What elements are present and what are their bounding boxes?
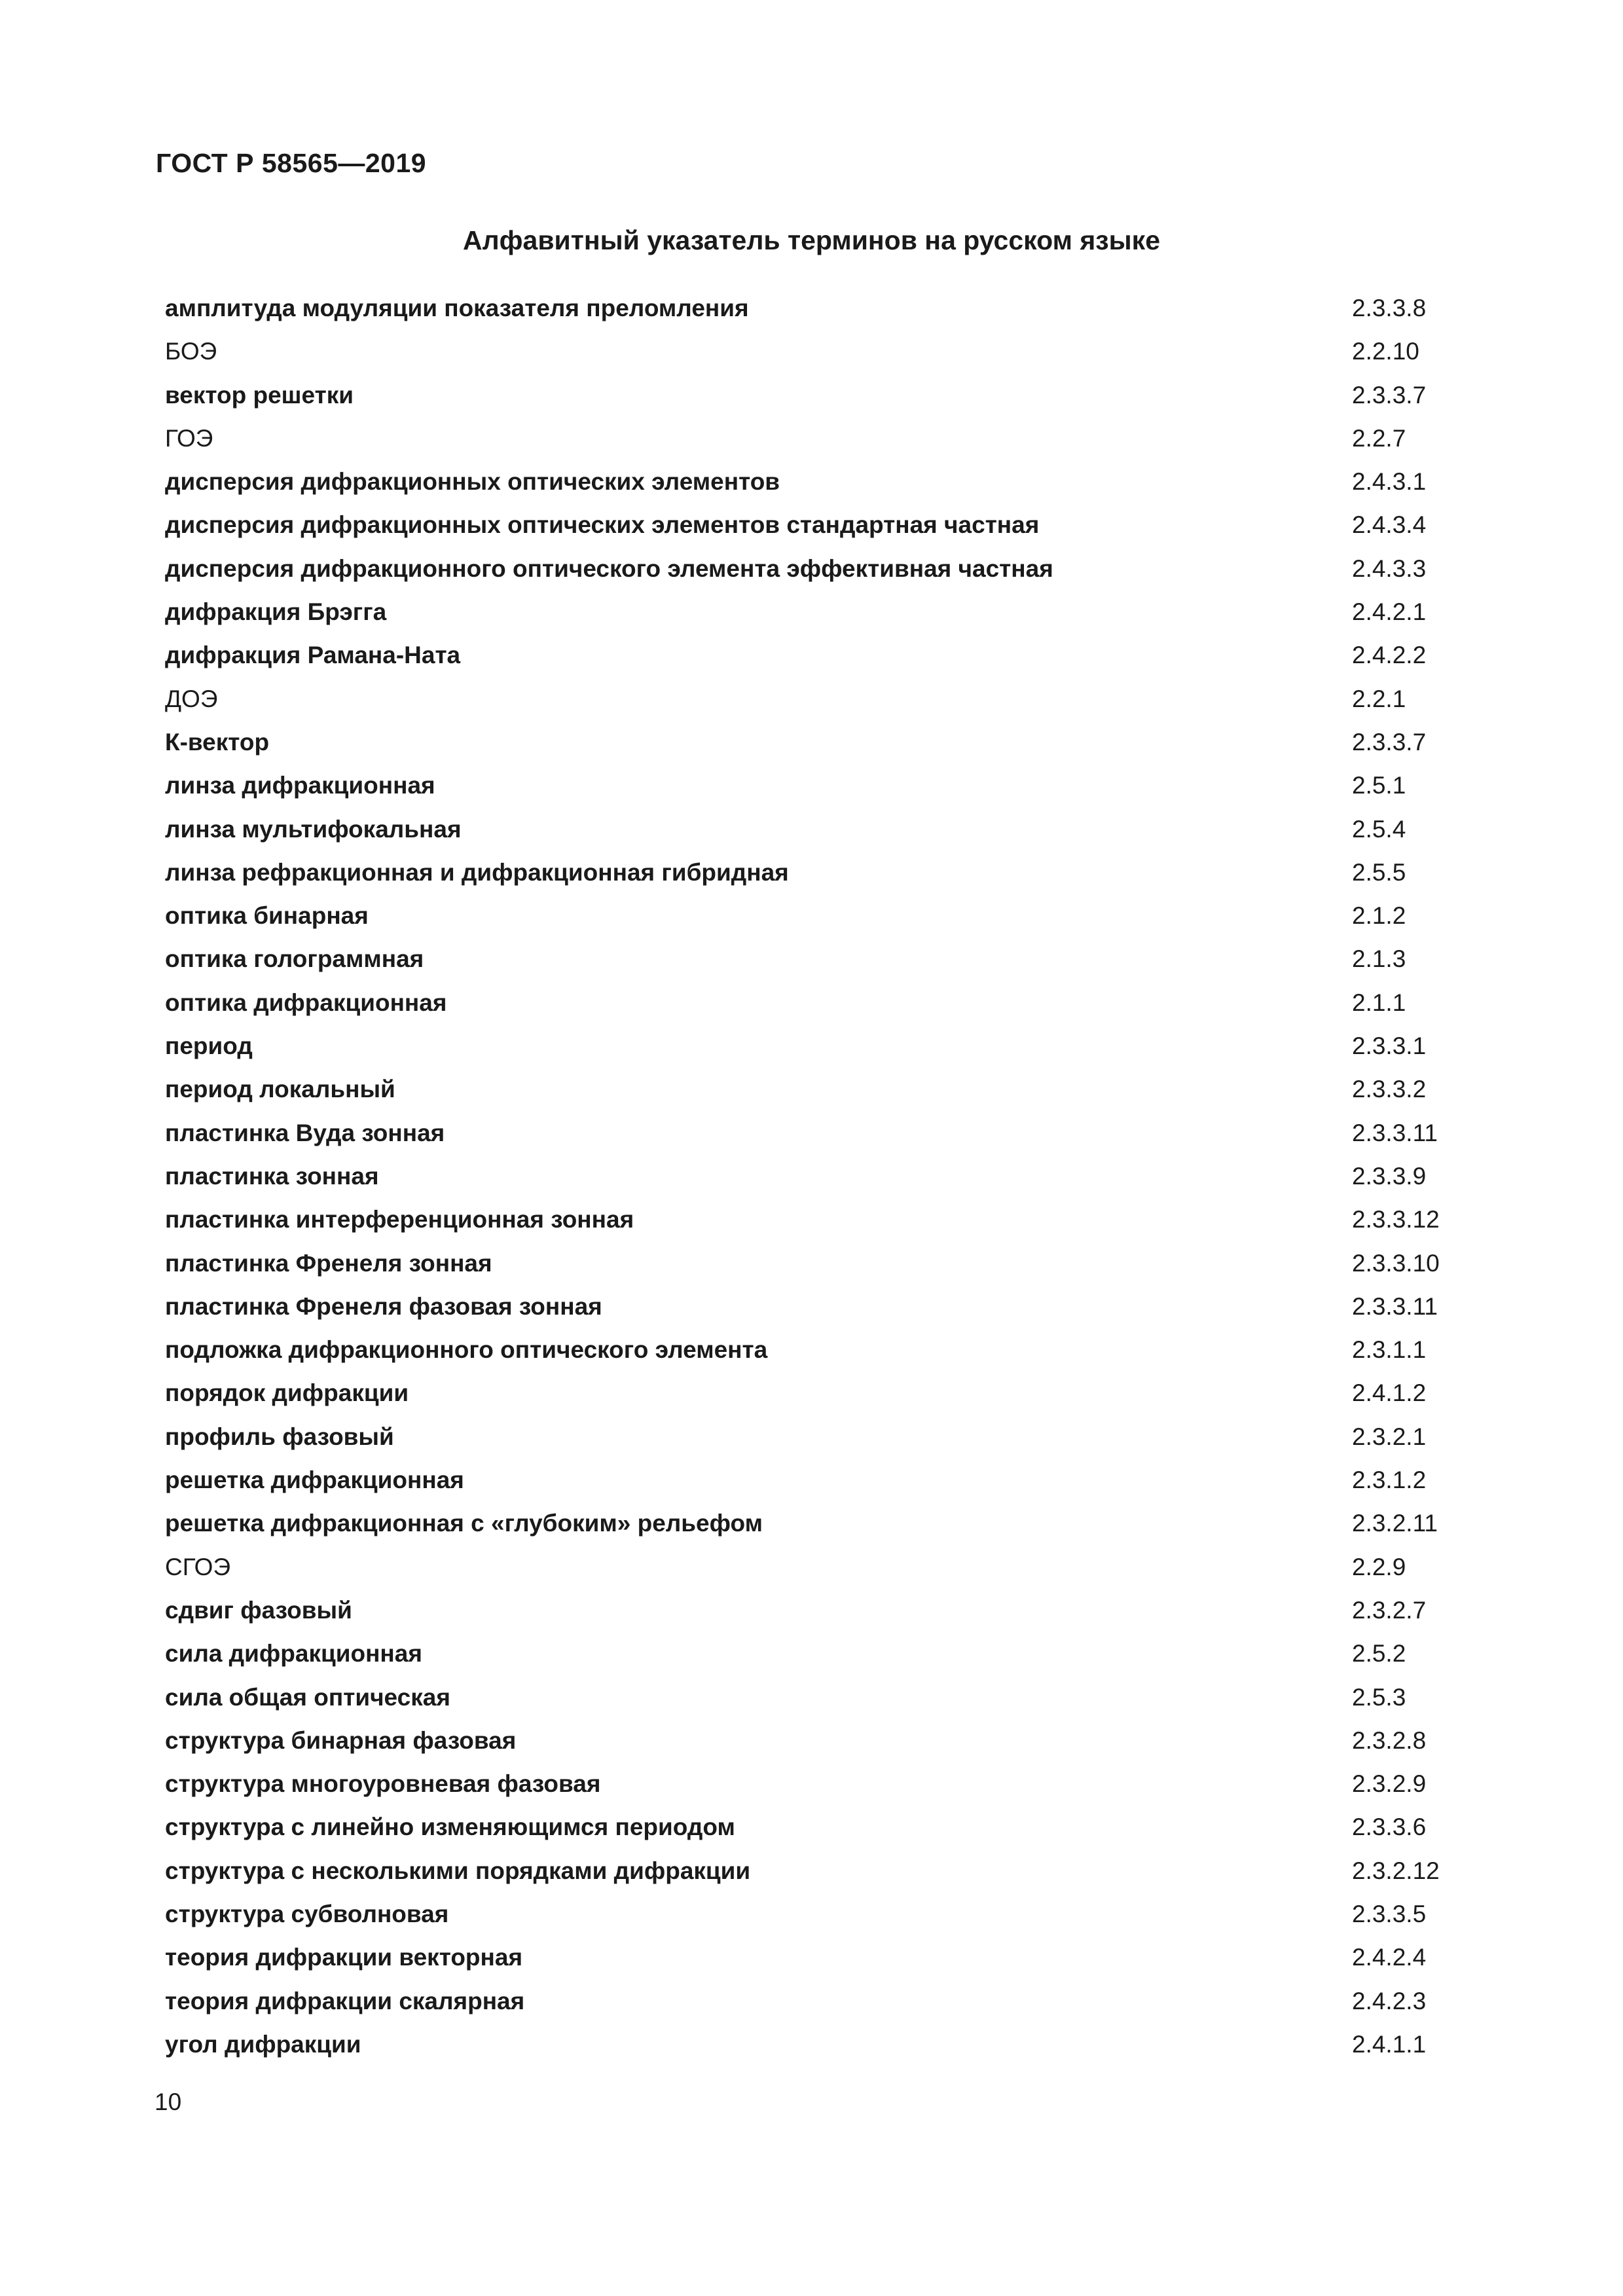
index-entry xyxy=(165,591,1474,634)
index-term: оптика бинарная xyxy=(165,902,369,930)
index-reference: 2.3.2.9 xyxy=(1352,1770,1427,1798)
index-entry xyxy=(165,1589,1474,1632)
index-term: теория дифракции скалярная xyxy=(165,1987,525,2014)
index-reference: 2.4.1.2 xyxy=(1352,1379,1427,1407)
index-term: сдвиг фазовый xyxy=(165,1596,352,1624)
index-entry xyxy=(165,1806,1474,1849)
index-term: пластинка зонная xyxy=(165,1162,379,1190)
index-term: подложка дифракционного оптического элемента xyxy=(165,1336,768,1364)
index-term: период локальный xyxy=(165,1076,395,1103)
index-reference: 2.1.1 xyxy=(1352,989,1406,1016)
index-term: структура бинарная фазовая xyxy=(165,1726,517,1754)
index-reference: 2.3.3.5 xyxy=(1352,1900,1427,1927)
index-entry xyxy=(165,1850,1474,1893)
index-entry xyxy=(165,1112,1474,1155)
index-term: БОЭ xyxy=(165,338,217,365)
index-entry xyxy=(165,764,1474,807)
index-entry xyxy=(165,678,1474,721)
index-reference: 2.5.1 xyxy=(1352,772,1406,799)
index-entry xyxy=(165,981,1474,1025)
index-reference: 2.3.1.2 xyxy=(1352,1467,1427,1494)
index-entry xyxy=(165,1068,1474,1111)
index-entry xyxy=(165,938,1474,981)
index-entry xyxy=(165,634,1474,677)
index-term: дифракция Рамана-Ната xyxy=(165,642,461,669)
index-reference: 2.3.1.1 xyxy=(1352,1336,1427,1364)
index-term: ГОЭ xyxy=(165,424,213,452)
index-term: период xyxy=(165,1032,253,1060)
index-reference: 2.4.1.1 xyxy=(1352,2030,1427,2058)
index-reference: 2.2.10 xyxy=(1352,338,1419,365)
index-reference: 2.4.2.3 xyxy=(1352,1987,1427,2014)
index-term: линза мультифокальная xyxy=(165,815,462,843)
index-reference: 2.3.2.11 xyxy=(1352,1510,1438,1537)
index-entry xyxy=(165,721,1474,764)
index-reference: 2.4.3.4 xyxy=(1352,511,1427,539)
index-reference: 2.3.3.2 xyxy=(1352,1076,1427,1103)
index-term: линза дифракционная xyxy=(165,772,435,799)
index-term: пластинка Вуда зонная xyxy=(165,1119,445,1146)
index-term: ДОЭ xyxy=(165,685,218,712)
index-term: решетка дифракционная с «глубоким» рельефом xyxy=(165,1510,763,1537)
index-reference: 2.3.3.6 xyxy=(1352,1813,1427,1841)
index-term: порядок дифракции xyxy=(165,1379,409,1407)
index-entry xyxy=(165,1242,1474,1285)
index-reference: 2.3.3.11 xyxy=(1352,1119,1438,1146)
index-entry xyxy=(165,287,1474,330)
index-reference: 2.2.9 xyxy=(1352,1553,1406,1580)
index-term: оптика голограммная xyxy=(165,945,424,973)
index-term: теория дифракции векторная xyxy=(165,1944,523,1971)
index-term: пластинка интерференционная зонная xyxy=(165,1206,634,1233)
index-reference: 2.1.3 xyxy=(1352,945,1406,973)
index-entry xyxy=(165,1980,1474,2023)
index-reference: 2.4.2.1 xyxy=(1352,598,1427,626)
index-entry xyxy=(165,1936,1474,1979)
index-entry xyxy=(165,2023,1474,2066)
index-entry xyxy=(165,1285,1474,1328)
index-entry xyxy=(165,1372,1474,1415)
index-reference: 2.3.3.9 xyxy=(1352,1162,1427,1190)
index-reference: 2.3.3.11 xyxy=(1352,1292,1438,1320)
index-term: дифракция Брэгга xyxy=(165,598,387,626)
index-reference: 2.3.3.7 xyxy=(1352,728,1427,756)
index-reference: 2.3.3.8 xyxy=(1352,295,1427,321)
index-reference: 2.4.3.3 xyxy=(1352,555,1427,582)
index-entry xyxy=(165,1415,1474,1459)
index-reference: 2.3.2.12 xyxy=(1352,1857,1440,1884)
index-entry xyxy=(165,1893,1474,1936)
index-term: линза рефракционная и дифракционная гибридная xyxy=(165,858,789,886)
index-term: пластинка Френеля зонная xyxy=(165,1249,492,1277)
index-entry xyxy=(165,808,1474,851)
index-term: дисперсия дифракционных оптических элементов стандартная частная xyxy=(165,511,1040,539)
index-entry xyxy=(165,374,1474,417)
index-entry xyxy=(165,1719,1474,1762)
index-reference: 2.3.3.1 xyxy=(1352,1032,1427,1060)
term-index xyxy=(165,287,1474,2066)
index-entry xyxy=(165,460,1474,503)
index-entry xyxy=(165,503,1474,547)
index-term: амплитуда модуляции показателя преломления xyxy=(165,295,749,321)
index-entry xyxy=(165,1762,1474,1806)
index-term: структура с линейно изменяющимся периодом xyxy=(165,1813,735,1841)
index-entry xyxy=(165,1632,1474,1675)
index-reference: 2.1.2 xyxy=(1352,902,1406,930)
index-entry xyxy=(165,1198,1474,1241)
index-term: решетка дифракционная xyxy=(165,1467,464,1494)
index-entry xyxy=(165,1328,1474,1372)
index-entry xyxy=(165,1676,1474,1719)
index-term: сила общая оптическая xyxy=(165,1683,450,1711)
index-term: дисперсия дифракционных оптических элементов xyxy=(165,468,780,496)
index-entry xyxy=(165,417,1474,460)
index-reference: 2.5.3 xyxy=(1352,1683,1406,1711)
index-entry xyxy=(165,1459,1474,1502)
index-reference: 2.4.2.4 xyxy=(1352,1944,1427,1971)
index-term: структура многоуровневая фазовая xyxy=(165,1770,601,1798)
index-reference: 2.2.7 xyxy=(1352,424,1406,452)
index-reference: 2.5.4 xyxy=(1352,815,1406,843)
index-reference: 2.3.3.10 xyxy=(1352,1249,1440,1277)
index-reference: 2.5.2 xyxy=(1352,1640,1406,1667)
index-entry xyxy=(165,1025,1474,1068)
index-term: дисперсия дифракционного оптического элемента эффективная частная xyxy=(165,555,1053,582)
index-reference: 2.3.2.8 xyxy=(1352,1726,1427,1754)
index-reference: 2.2.1 xyxy=(1352,685,1406,712)
index-entry xyxy=(165,1546,1474,1589)
index-reference: 2.3.2.1 xyxy=(1352,1423,1427,1450)
index-term: структура субволновая xyxy=(165,1900,449,1927)
index-reference: 2.3.3.7 xyxy=(1352,381,1427,409)
page-number: 10 xyxy=(155,2088,182,2115)
index-entry xyxy=(165,851,1474,894)
index-term: оптика дифракционная xyxy=(165,989,447,1016)
index-term: сила дифракционная xyxy=(165,1640,422,1667)
index-entry xyxy=(165,1502,1474,1545)
index-reference: 2.4.3.1 xyxy=(1352,468,1427,496)
section-title: Алфавитный указатель терминов на русском языке xyxy=(463,225,1160,255)
document-header: ГОСТ Р 58565—2019 xyxy=(156,148,427,178)
index-reference: 2.5.5 xyxy=(1352,858,1406,886)
index-term: угол дифракции xyxy=(165,2030,361,2058)
index-entry xyxy=(165,547,1474,591)
index-term: К-вектор xyxy=(165,728,270,756)
index-reference: 2.3.3.12 xyxy=(1352,1206,1440,1233)
index-term: СГОЭ xyxy=(165,1553,231,1580)
index-term: вектор решетки xyxy=(165,381,354,409)
index-term: пластинка Френеля фазовая зонная xyxy=(165,1292,602,1320)
index-entry xyxy=(165,894,1474,938)
index-reference: 2.3.2.7 xyxy=(1352,1596,1427,1624)
index-term: профиль фазовый xyxy=(165,1423,394,1450)
index-entry xyxy=(165,1155,1474,1198)
index-reference: 2.4.2.2 xyxy=(1352,642,1427,669)
index-entry xyxy=(165,330,1474,373)
index-term: структура с несколькими порядками дифракции xyxy=(165,1857,751,1884)
